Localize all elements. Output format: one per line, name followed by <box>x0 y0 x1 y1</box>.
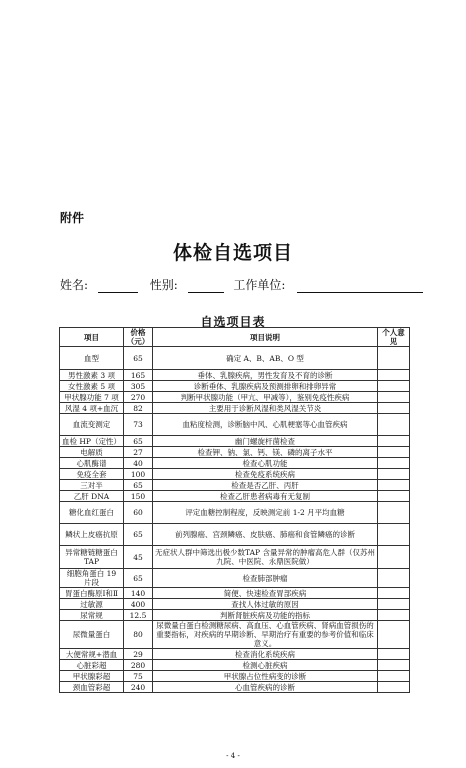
price-cell: 280 <box>124 660 153 671</box>
table-row <box>60 381 410 392</box>
workplace-label: 工作单位: <box>233 278 286 292</box>
description-cell: 确定 A、B、AB、O 型 <box>153 347 378 370</box>
price-cell: 27 <box>124 447 153 458</box>
price-cell: 40 <box>124 458 153 469</box>
table-row <box>60 660 410 671</box>
opinion-cell[interactable] <box>378 660 410 671</box>
price-cell: 65 <box>124 347 153 370</box>
table-row <box>60 524 410 546</box>
opinion-cell[interactable] <box>378 599 410 610</box>
workplace-blank <box>297 280 423 293</box>
table-row <box>60 610 410 621</box>
description-cell: 血粘度检测，诊断脑中风、心肌梗塞等心血管疾病 <box>153 414 378 436</box>
name-blank <box>98 280 138 293</box>
table-row <box>60 414 410 436</box>
opinion-cell[interactable] <box>378 414 410 436</box>
item-cell: 大便常规+潜血 <box>60 649 124 660</box>
description-cell: 检查心肌功能 <box>153 458 378 469</box>
item-cell: 心肌酶谱 <box>60 458 124 469</box>
price-cell: 73 <box>124 414 153 436</box>
price-cell: 60 <box>124 502 153 524</box>
table-body <box>60 347 410 693</box>
table-row <box>60 502 410 524</box>
description-cell: 心血管疾病的诊断 <box>153 682 378 693</box>
price-cell: 100 <box>124 469 153 480</box>
opinion-cell[interactable] <box>378 347 410 370</box>
item-cell: 细胞角蛋白 19 片段 <box>60 569 124 588</box>
price-cell: 150 <box>124 491 153 502</box>
price-cell: 75 <box>124 671 153 682</box>
header-opinion: 个人意见 <box>378 328 410 347</box>
form-fields <box>60 276 423 293</box>
opinion-cell[interactable] <box>378 569 410 588</box>
opinion-cell[interactable] <box>378 381 410 392</box>
opinion-cell[interactable] <box>378 469 410 480</box>
opinion-cell[interactable] <box>378 546 410 569</box>
table-row <box>60 447 410 458</box>
item-cell: 尿常规 <box>60 610 124 621</box>
opinion-cell[interactable] <box>378 588 410 599</box>
opinion-cell[interactable] <box>378 458 410 469</box>
table-row <box>60 436 410 447</box>
description-cell: 检查是否乙肝、丙肝 <box>153 480 378 491</box>
description-cell: 检查消化系统疾病 <box>153 649 378 660</box>
opinion-cell[interactable] <box>378 491 410 502</box>
table-row <box>60 649 410 660</box>
opinion-cell[interactable] <box>378 436 410 447</box>
table-row <box>60 458 410 469</box>
item-cell: 甲状腺彩超 <box>60 671 124 682</box>
description-cell: 主要用于诊断风湿和类风湿关节炎 <box>153 403 378 414</box>
price-cell: 65 <box>124 524 153 546</box>
gender-label: 性别: <box>149 278 178 292</box>
description-cell: 判断甲状腺功能（甲亢、甲减等），鉴别免疫性疾病 <box>153 392 378 403</box>
price-cell: 65 <box>124 569 153 588</box>
header-description: 项目说明 <box>153 328 378 347</box>
opinion-cell[interactable] <box>378 370 410 381</box>
price-cell: 45 <box>124 546 153 569</box>
table-row <box>60 588 410 599</box>
price-cell: 270 <box>124 392 153 403</box>
item-cell: 血流变测定 <box>60 414 124 436</box>
description-cell: 检查免疫系统疾病 <box>153 469 378 480</box>
item-cell: 颈血管彩超 <box>60 682 124 693</box>
table-row <box>60 682 410 693</box>
gender-blank <box>188 280 224 293</box>
item-cell: 免疫全套 <box>60 469 124 480</box>
item-cell: 尿微量蛋白 <box>60 621 124 649</box>
opinion-cell[interactable] <box>378 403 410 414</box>
item-cell: 血检 HP（定性） <box>60 436 124 447</box>
description-cell: 幽门螺旋杆菌检查 <box>153 436 378 447</box>
description-cell: 诊断垂体、乳腺疾病及预测排卵和排卵异常 <box>153 381 378 392</box>
opinion-cell[interactable] <box>378 392 410 403</box>
items-table <box>59 327 410 693</box>
header-price: 价格（元） <box>124 328 153 347</box>
opinion-cell[interactable] <box>378 621 410 649</box>
table-row <box>60 370 410 381</box>
item-cell: 心脏彩超 <box>60 660 124 671</box>
header-item: 项目 <box>60 328 124 347</box>
opinion-cell[interactable] <box>378 502 410 524</box>
table-header-row <box>60 328 410 347</box>
item-cell: 甲状腺功能 7 项 <box>60 392 124 403</box>
description-cell: 评定血糖控制程度，反映测定前 1-2 月平均血糖 <box>153 502 378 524</box>
item-cell: 过敏源 <box>60 599 124 610</box>
item-cell: 血型 <box>60 347 124 370</box>
price-cell: 65 <box>124 480 153 491</box>
opinion-cell[interactable] <box>378 649 410 660</box>
table-row <box>60 347 410 370</box>
table-row <box>60 546 410 569</box>
table-row <box>60 569 410 588</box>
item-cell: 风湿 4 项+血沉 <box>60 403 124 414</box>
description-cell: 无症状人群中筛选出极少数TAP 含量异常的肿瘤高危人群（仅苏州九院、中医院、永鼎医院做） <box>153 546 378 569</box>
price-cell: 65 <box>124 436 153 447</box>
item-cell: 乙肝 DNA <box>60 491 124 502</box>
table-row <box>60 480 410 491</box>
opinion-cell[interactable] <box>378 447 410 458</box>
price-cell: 82 <box>124 403 153 414</box>
price-cell: 400 <box>124 599 153 610</box>
table-title: 自选项目表 <box>200 315 266 329</box>
opinion-cell[interactable] <box>378 480 410 491</box>
description-cell: 检查肺部肿瘤 <box>153 569 378 588</box>
price-cell: 305 <box>124 381 153 392</box>
item-cell: 三对半 <box>60 480 124 491</box>
description-cell: 判断肾脏疾病及功能的指标 <box>153 610 378 621</box>
table-row <box>60 621 410 649</box>
item-cell: 糖化血红蛋白 <box>60 502 124 524</box>
description-cell: 尿微量白蛋白检测糖尿病、高血压、心血管疾病、肾病血管损伤的重要指标，对疾病的早期诊断、早期治疗有重要的参考价值和临床意义。 <box>153 621 378 649</box>
description-cell: 简便、快速检查胃部疾病 <box>153 588 378 599</box>
description-cell: 垂体、乳腺疾病，男性发育及不育的诊断 <box>153 370 378 381</box>
opinion-cell[interactable] <box>378 671 410 682</box>
description-cell: 前列腺癌、宫颈鳞癌、皮肤癌、肺癌和食管鳞癌的诊断 <box>153 524 378 546</box>
price-cell: 165 <box>124 370 153 381</box>
description-cell: 检查乙肝患者病毒有无复制 <box>153 491 378 502</box>
table-row <box>60 671 410 682</box>
opinion-cell[interactable] <box>378 610 410 621</box>
price-cell: 140 <box>124 588 153 599</box>
price-cell: 80 <box>124 621 153 649</box>
table-row <box>60 491 410 502</box>
table-row <box>60 392 410 403</box>
item-cell: 电解质 <box>60 447 124 458</box>
description-cell: 查找人体过敏的原因 <box>153 599 378 610</box>
table-row <box>60 469 410 480</box>
opinion-cell[interactable] <box>378 682 410 693</box>
page-title: 体检自选项目 <box>172 242 293 264</box>
price-cell: 240 <box>124 682 153 693</box>
opinion-cell[interactable] <box>378 524 410 546</box>
page-number: - 4 - <box>226 752 240 760</box>
table-row <box>60 599 410 610</box>
item-cell: 胃蛋白酶原Ⅰ和Ⅱ <box>60 588 124 599</box>
name-label: 姓名: <box>60 278 89 292</box>
description-cell: 检查钾、钠、氯、钙、镁、磷的离子水平 <box>153 447 378 458</box>
description-cell: 检测心脏疾病 <box>153 660 378 671</box>
price-cell: 29 <box>124 649 153 660</box>
table-row <box>60 403 410 414</box>
item-cell: 鳞状上皮癌抗原 <box>60 524 124 546</box>
item-cell: 男性激素 3 项 <box>60 370 124 381</box>
item-cell: 异常糖链糖蛋白 TAP <box>60 546 124 569</box>
attachment-label: 附件 <box>60 211 85 225</box>
description-cell: 甲状腺占位性病变的诊断 <box>153 671 378 682</box>
item-cell: 女性激素 5 项 <box>60 381 124 392</box>
price-cell: 12.5 <box>124 610 153 621</box>
